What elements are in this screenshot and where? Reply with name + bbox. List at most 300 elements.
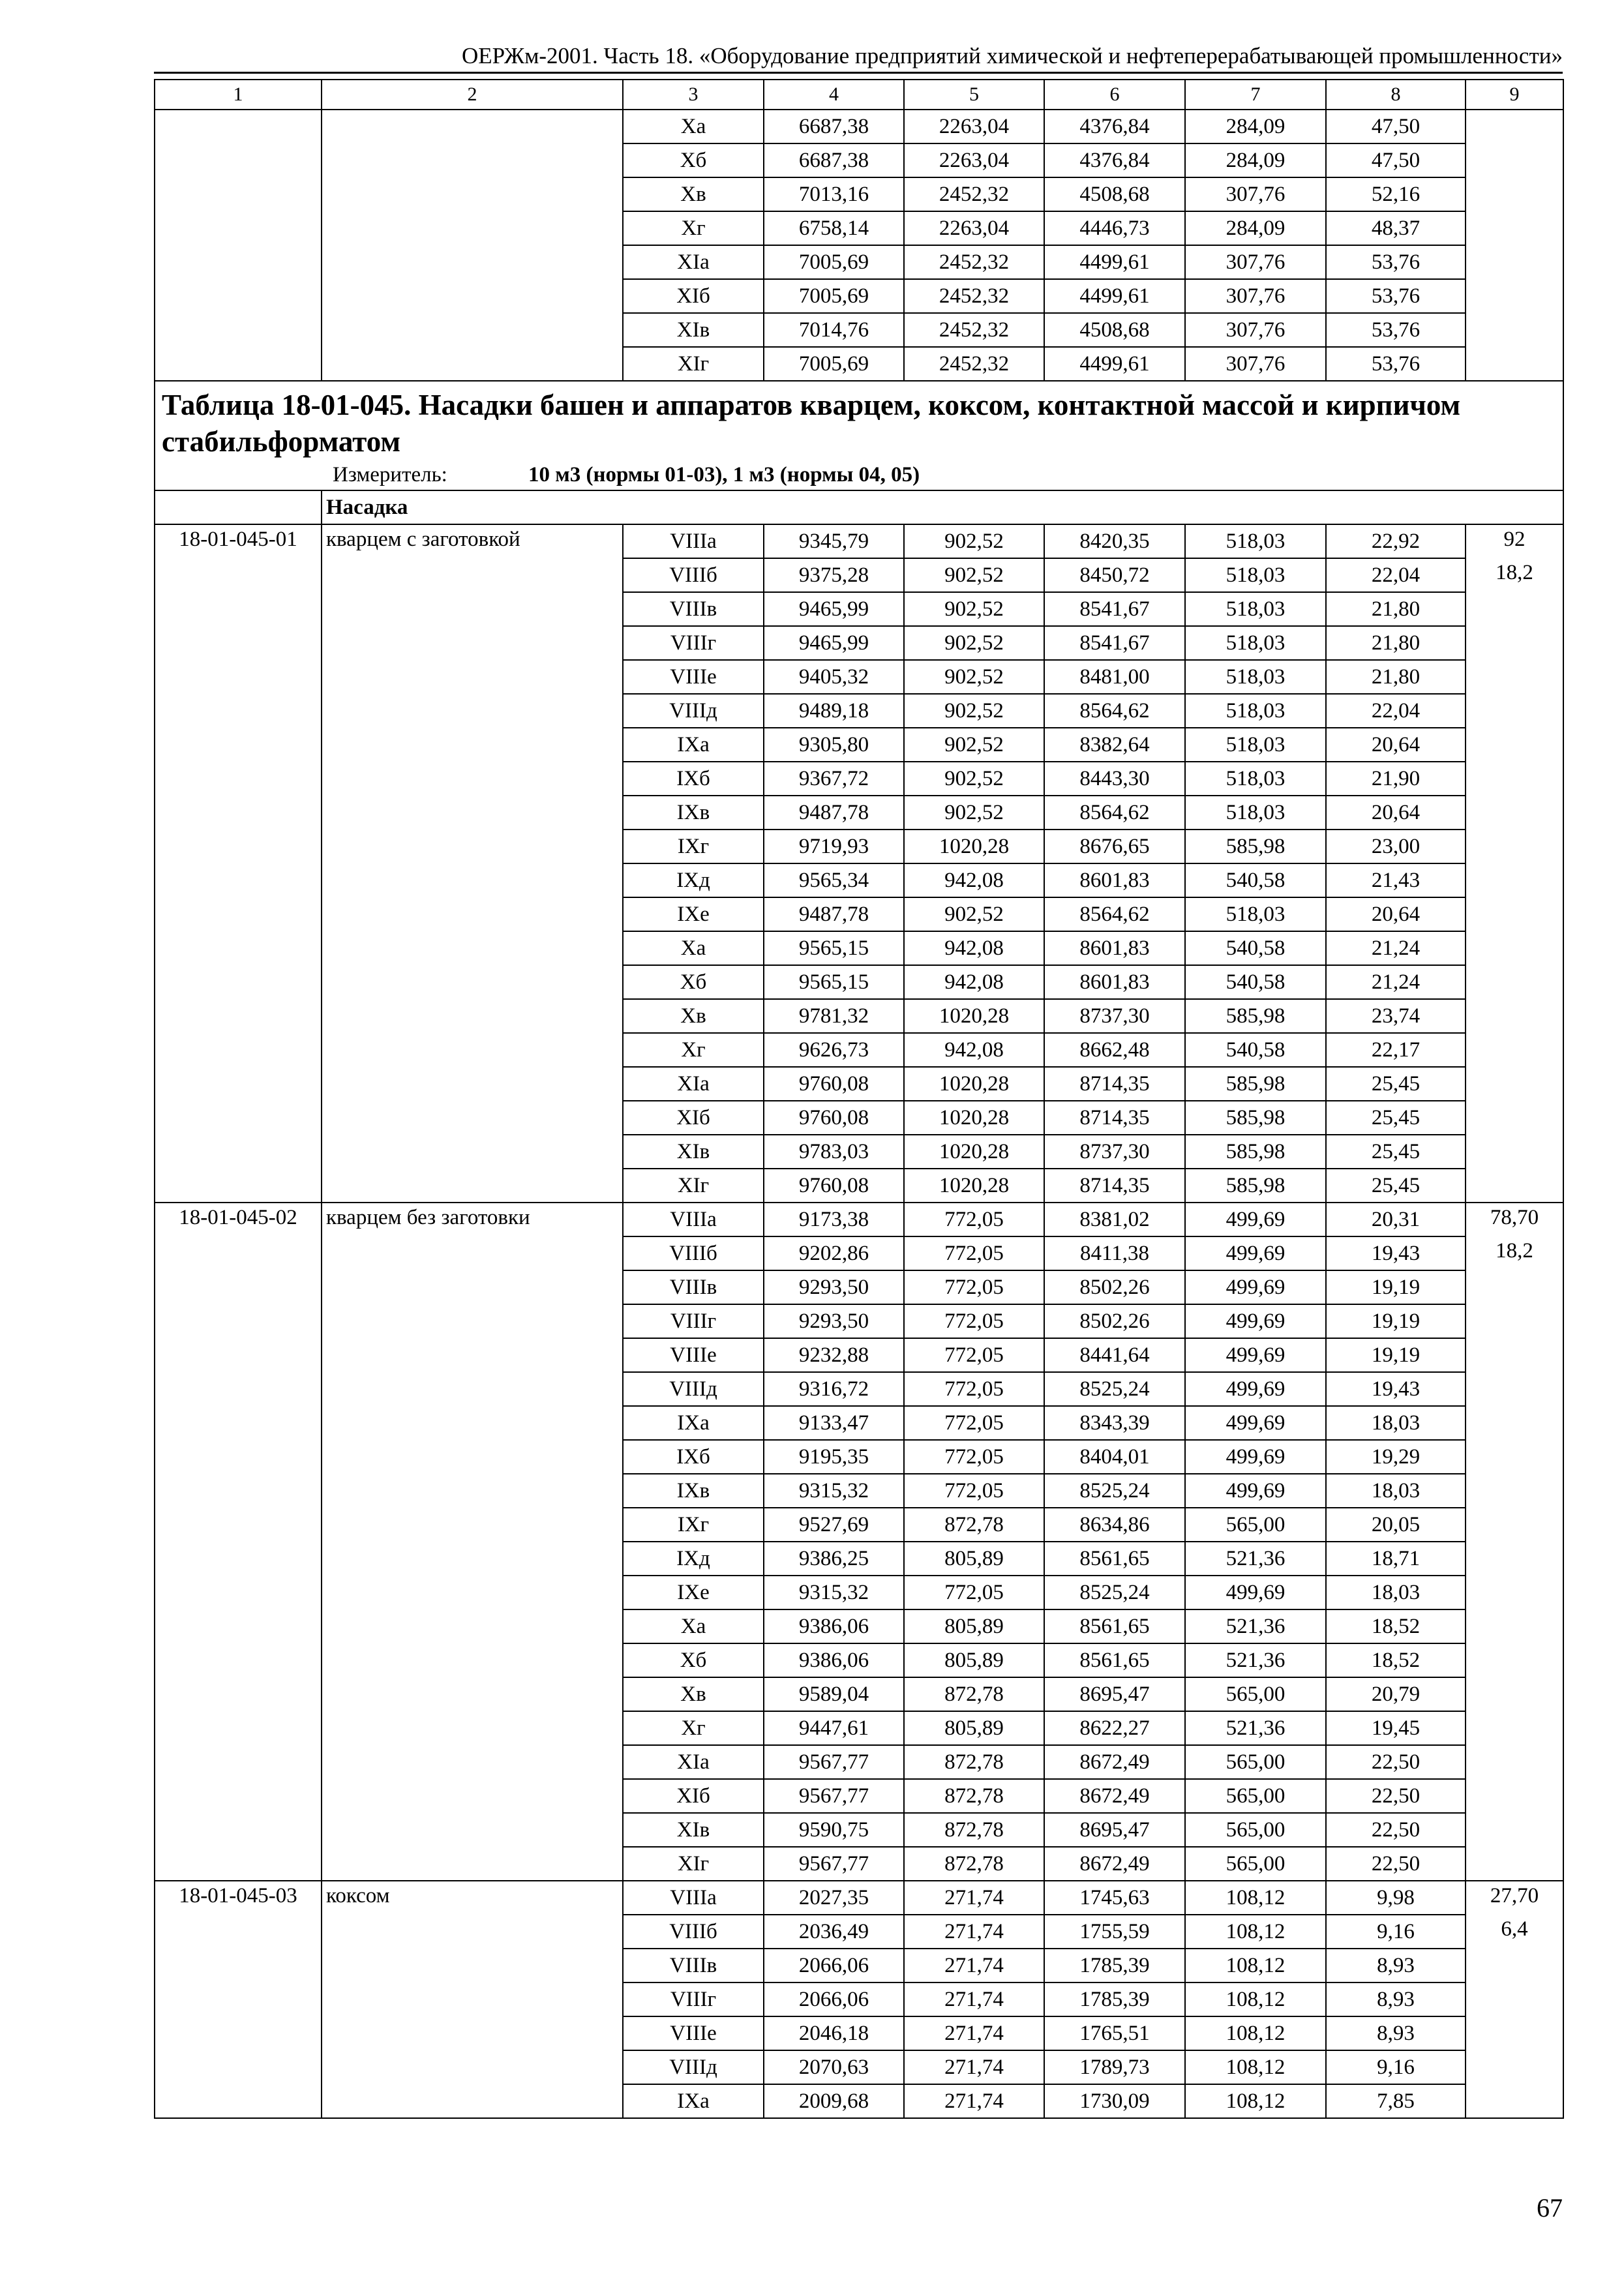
- resource-cell: [1466, 110, 1563, 143]
- resource-value: [1466, 592, 1563, 626]
- material-cost: 8502,26: [1044, 1270, 1185, 1304]
- total-cost: 9386,06: [764, 1609, 904, 1643]
- norm-name: [322, 830, 623, 863]
- machine-cost: 540,58: [1185, 1033, 1326, 1067]
- machine-cost: 499,69: [1185, 1576, 1326, 1609]
- resource-value: 27,70: [1466, 1881, 1563, 1915]
- norm-code: [155, 1474, 322, 1508]
- table-row: [155, 1067, 1563, 1101]
- machine-cost: 518,03: [1185, 694, 1326, 728]
- row-subcode: Xа: [623, 1609, 764, 1643]
- labor-hours: 53,76: [1326, 347, 1466, 381]
- total-cost: 9719,93: [764, 830, 904, 863]
- material-cost: 8525,24: [1044, 1372, 1185, 1406]
- norm-name: [322, 1440, 623, 1474]
- material-cost: 8343,39: [1044, 1406, 1185, 1440]
- norm-name: [322, 1949, 623, 1982]
- material-cost: 8561,65: [1044, 1542, 1185, 1576]
- material-cost: 8564,62: [1044, 796, 1185, 830]
- norm-name: [322, 1609, 623, 1643]
- labor-cost: 872,78: [904, 1813, 1044, 1847]
- norm-name: [322, 1270, 623, 1304]
- labor-hours: 9,16: [1326, 1915, 1466, 1949]
- row-subcode: IXв: [623, 796, 764, 830]
- norm-name: [322, 1677, 623, 1711]
- code-cell: [155, 177, 322, 211]
- resource-value: [1466, 897, 1563, 931]
- name-cell: [322, 177, 623, 211]
- machine-cost: 585,98: [1185, 999, 1326, 1033]
- row-subcode: IXе: [623, 1576, 764, 1609]
- material-cost: 1755,59: [1044, 1915, 1185, 1949]
- machine-cost: 307,76: [1185, 279, 1326, 313]
- labor-hours: 9,16: [1326, 2050, 1466, 2084]
- resource-value: [1466, 1135, 1563, 1169]
- table-row: [155, 1609, 1563, 1643]
- machine-cost: 518,03: [1185, 897, 1326, 931]
- norm-code: [155, 558, 322, 592]
- material-cost: 8541,67: [1044, 626, 1185, 660]
- table-row: [155, 1745, 1563, 1779]
- labor-cost: 805,89: [904, 1711, 1044, 1745]
- total-cost: 9589,04: [764, 1677, 904, 1711]
- row-subcode: Xв: [623, 999, 764, 1033]
- column-number: 3: [623, 80, 764, 110]
- resource-value: [1466, 1440, 1563, 1474]
- resource-value: [1466, 626, 1563, 660]
- norm-name: [322, 897, 623, 931]
- norm-name: [322, 1576, 623, 1609]
- code-cell: [155, 313, 322, 347]
- total-cost: 9626,73: [764, 1033, 904, 1067]
- labor-cost: 772,05: [904, 1406, 1044, 1440]
- labor-cost: 902,52: [904, 592, 1044, 626]
- table-row: [155, 1304, 1563, 1338]
- norm-code: [155, 1915, 322, 1949]
- row-subcode: XIг: [623, 1847, 764, 1881]
- row-subcode: VIIIе: [623, 2016, 764, 2050]
- total-cost: 9345,79: [764, 524, 904, 558]
- total-cost: 9465,99: [764, 626, 904, 660]
- table-row: [155, 177, 1563, 211]
- total-cost: 7005,69: [764, 279, 904, 313]
- norm-code: [155, 1338, 322, 1372]
- code-cell: [155, 245, 322, 279]
- norm-code: [155, 1542, 322, 1576]
- machine-cost: 540,58: [1185, 965, 1326, 999]
- norm-code: [155, 1847, 322, 1881]
- row-subcode: IXг: [623, 1508, 764, 1542]
- labor-cost: 2452,32: [904, 347, 1044, 381]
- norm-name: [322, 1542, 623, 1576]
- labor-hours: 19,19: [1326, 1338, 1466, 1372]
- norm-code: [155, 1949, 322, 1982]
- labor-hours: 25,45: [1326, 1169, 1466, 1203]
- code-cell: [155, 110, 322, 143]
- labor-cost: 2263,04: [904, 143, 1044, 177]
- table-row: [155, 762, 1563, 796]
- labor-cost: 2263,04: [904, 211, 1044, 245]
- row-subcode: IXд: [623, 863, 764, 897]
- material-cost: 8601,83: [1044, 863, 1185, 897]
- material-cost: 8450,72: [1044, 558, 1185, 592]
- table-row: [155, 1982, 1563, 2016]
- material-cost: 4508,68: [1044, 313, 1185, 347]
- labor-cost: 902,52: [904, 626, 1044, 660]
- norm-name: [322, 2050, 623, 2084]
- labor-cost: 271,74: [904, 1949, 1044, 1982]
- labor-hours: 47,50: [1326, 143, 1466, 177]
- machine-cost: 585,98: [1185, 1135, 1326, 1169]
- norm-name: [322, 1508, 623, 1542]
- table-row: [155, 1813, 1563, 1847]
- table-row: [155, 211, 1563, 245]
- labor-hours: 8,93: [1326, 1949, 1466, 1982]
- table-row: [155, 2084, 1563, 2118]
- labor-cost: 902,52: [904, 796, 1044, 830]
- labor-hours: 23,74: [1326, 999, 1466, 1033]
- resource-value: [1466, 1338, 1563, 1372]
- machine-cost: 565,00: [1185, 1745, 1326, 1779]
- resource-cell: [1466, 347, 1563, 381]
- norm-name: [322, 1033, 623, 1067]
- norm-name: [322, 1067, 623, 1101]
- row-subcode: VIIIб: [623, 1236, 764, 1270]
- material-cost: 1789,73: [1044, 2050, 1185, 2084]
- material-cost: 1785,39: [1044, 1982, 1185, 2016]
- table-row: [155, 1372, 1563, 1406]
- table-body: [155, 80, 1563, 2118]
- row-subcode: VIIIб: [623, 558, 764, 592]
- table-row: [155, 1576, 1563, 1609]
- material-cost: 8541,67: [1044, 592, 1185, 626]
- total-cost: 9567,77: [764, 1847, 904, 1881]
- norm-code: [155, 660, 322, 694]
- resource-value: 6,4: [1466, 1915, 1563, 1949]
- row-subcode: XIа: [623, 1745, 764, 1779]
- material-cost: 8381,02: [1044, 1203, 1185, 1236]
- resource-value: [1466, 1847, 1563, 1881]
- resource-value: [1466, 1474, 1563, 1508]
- labor-cost: 805,89: [904, 1643, 1044, 1677]
- row-subcode: VIIIг: [623, 1982, 764, 2016]
- norm-code: [155, 1576, 322, 1609]
- material-cost: 8737,30: [1044, 999, 1185, 1033]
- total-cost: 9565,34: [764, 863, 904, 897]
- row-subcode: VIIIв: [623, 1270, 764, 1304]
- table-row: [155, 347, 1563, 381]
- resource-value: 92: [1466, 524, 1563, 558]
- machine-cost: 284,09: [1185, 110, 1326, 143]
- labor-cost: 772,05: [904, 1372, 1044, 1406]
- material-cost: 8634,86: [1044, 1508, 1185, 1542]
- labor-cost: 942,08: [904, 965, 1044, 999]
- norm-code: [155, 931, 322, 965]
- norm-name: [322, 965, 623, 999]
- table-row: [155, 1236, 1563, 1270]
- resource-value: [1466, 1372, 1563, 1406]
- name-cell: [322, 279, 623, 313]
- labor-cost: 872,78: [904, 1677, 1044, 1711]
- norm-name: [322, 1169, 623, 1203]
- machine-cost: 518,03: [1185, 660, 1326, 694]
- row-subcode: IXа: [623, 728, 764, 762]
- total-cost: 9195,35: [764, 1440, 904, 1474]
- material-cost: 8481,00: [1044, 660, 1185, 694]
- material-cost: 8382,64: [1044, 728, 1185, 762]
- table-row: [155, 999, 1563, 1033]
- total-cost: 9447,61: [764, 1711, 904, 1745]
- total-cost: 9232,88: [764, 1338, 904, 1372]
- column-number: 5: [904, 80, 1044, 110]
- total-cost: 9565,15: [764, 931, 904, 965]
- row-subcode: Xв: [623, 177, 764, 211]
- row-subcode: Xг: [623, 211, 764, 245]
- column-number: 6: [1044, 80, 1185, 110]
- norm-name: коксом: [322, 1881, 623, 1915]
- machine-cost: 585,98: [1185, 1101, 1326, 1135]
- row-subcode: VIIIа: [623, 1881, 764, 1915]
- material-cost: 8443,30: [1044, 762, 1185, 796]
- norm-name: [322, 1474, 623, 1508]
- machine-cost: 518,03: [1185, 796, 1326, 830]
- material-cost: 4376,84: [1044, 143, 1185, 177]
- norm-code: [155, 1711, 322, 1745]
- norm-code: [155, 1270, 322, 1304]
- table-row: [155, 1440, 1563, 1474]
- labor-cost: 902,52: [904, 660, 1044, 694]
- machine-cost: 518,03: [1185, 592, 1326, 626]
- norm-code: [155, 1067, 322, 1101]
- resource-value: [1466, 1643, 1563, 1677]
- table-row: [155, 1508, 1563, 1542]
- resource-value: [1466, 2016, 1563, 2050]
- code-cell: [155, 143, 322, 177]
- table-row: [155, 1847, 1563, 1881]
- total-cost: 7005,69: [764, 245, 904, 279]
- resource-value: [1466, 694, 1563, 728]
- labor-cost: 872,78: [904, 1847, 1044, 1881]
- total-cost: 9781,32: [764, 999, 904, 1033]
- norm-code: [155, 592, 322, 626]
- labor-cost: 902,52: [904, 728, 1044, 762]
- labor-hours: 18,03: [1326, 1474, 1466, 1508]
- table-row: [155, 626, 1563, 660]
- labor-hours: 20,64: [1326, 796, 1466, 830]
- norm-name: [322, 1304, 623, 1338]
- total-cost: 7014,76: [764, 313, 904, 347]
- norm-code: [155, 1982, 322, 2016]
- labor-hours: 22,50: [1326, 1745, 1466, 1779]
- norm-code: 18-01-045-03: [155, 1881, 322, 1915]
- labor-hours: 21,24: [1326, 965, 1466, 999]
- resource-value: [1466, 863, 1563, 897]
- row-subcode: XIв: [623, 1135, 764, 1169]
- labor-hours: 21,90: [1326, 762, 1466, 796]
- machine-cost: 565,00: [1185, 1847, 1326, 1881]
- material-cost: 8601,83: [1044, 931, 1185, 965]
- norm-code: [155, 694, 322, 728]
- table-row: [155, 1406, 1563, 1440]
- material-cost: 8561,65: [1044, 1609, 1185, 1643]
- material-cost: 8601,83: [1044, 965, 1185, 999]
- norm-name: [322, 863, 623, 897]
- table-title-row: [155, 381, 1563, 460]
- labor-hours: 22,50: [1326, 1779, 1466, 1813]
- column-number: 7: [1185, 80, 1326, 110]
- material-cost: 8672,49: [1044, 1847, 1185, 1881]
- labor-hours: 53,76: [1326, 313, 1466, 347]
- labor-hours: 19,29: [1326, 1440, 1466, 1474]
- norm-code: [155, 626, 322, 660]
- material-cost: 8525,24: [1044, 1474, 1185, 1508]
- labor-hours: 23,00: [1326, 830, 1466, 863]
- norm-name: [322, 1236, 623, 1270]
- labor-cost: 2452,32: [904, 279, 1044, 313]
- row-subcode: VIIIг: [623, 1304, 764, 1338]
- norm-code: [155, 2084, 322, 2118]
- norm-code: [155, 2050, 322, 2084]
- labor-hours: 8,93: [1326, 2016, 1466, 2050]
- row-subcode: VIIIг: [623, 626, 764, 660]
- machine-cost: 108,12: [1185, 1949, 1326, 1982]
- total-cost: 9375,28: [764, 558, 904, 592]
- material-cost: 4499,61: [1044, 347, 1185, 381]
- labor-cost: 1020,28: [904, 1135, 1044, 1169]
- norm-name: [322, 728, 623, 762]
- norm-name: [322, 1915, 623, 1949]
- norms-table: [154, 79, 1564, 2119]
- total-cost: 9567,77: [764, 1779, 904, 1813]
- labor-hours: 19,43: [1326, 1372, 1466, 1406]
- row-subcode: XIв: [623, 1813, 764, 1847]
- table-row: [155, 1542, 1563, 1576]
- table-row: [155, 1338, 1563, 1372]
- norm-name: [322, 1711, 623, 1745]
- machine-cost: 521,36: [1185, 1711, 1326, 1745]
- table-row: [155, 110, 1563, 143]
- row-subcode: VIIIе: [623, 1338, 764, 1372]
- labor-hours: 21,43: [1326, 863, 1466, 897]
- norm-name: [322, 694, 623, 728]
- norm-code: [155, 1609, 322, 1643]
- norm-name: [322, 1406, 623, 1440]
- machine-cost: 499,69: [1185, 1440, 1326, 1474]
- total-cost: 2070,63: [764, 2050, 904, 2084]
- row-subcode: VIIIв: [623, 592, 764, 626]
- total-cost: 9565,15: [764, 965, 904, 999]
- labor-hours: 19,19: [1326, 1304, 1466, 1338]
- labor-cost: 805,89: [904, 1609, 1044, 1643]
- labor-cost: 805,89: [904, 1542, 1044, 1576]
- resource-value: 18,2: [1466, 1236, 1563, 1270]
- row-subcode: IXб: [623, 762, 764, 796]
- table-row: [155, 1779, 1563, 1813]
- row-subcode: Xб: [623, 965, 764, 999]
- resource-cell: [1466, 279, 1563, 313]
- table-row: [155, 592, 1563, 626]
- table-row: [155, 1711, 1563, 1745]
- code-cell: [155, 279, 322, 313]
- table-row: [155, 694, 1563, 728]
- norm-code: [155, 1779, 322, 1813]
- column-number: 2: [322, 80, 623, 110]
- section-title: Насадка: [322, 490, 1563, 524]
- machine-cost: 585,98: [1185, 830, 1326, 863]
- material-cost: 4499,61: [1044, 245, 1185, 279]
- column-number: 9: [1466, 80, 1563, 110]
- column-number: 4: [764, 80, 904, 110]
- norm-code: [155, 1508, 322, 1542]
- measure-label: Измеритель:: [333, 463, 447, 486]
- labor-hours: 20,05: [1326, 1508, 1466, 1542]
- resource-value: [1466, 1813, 1563, 1847]
- material-cost: 8561,65: [1044, 1643, 1185, 1677]
- table-row: [155, 1270, 1563, 1304]
- row-subcode: XIа: [623, 1067, 764, 1101]
- material-cost: 8714,35: [1044, 1067, 1185, 1101]
- row-subcode: Xг: [623, 1711, 764, 1745]
- total-cost: 9527,69: [764, 1508, 904, 1542]
- norm-name: кварцем без заготовки: [322, 1203, 623, 1236]
- resource-value: [1466, 1542, 1563, 1576]
- material-cost: 8672,49: [1044, 1779, 1185, 1813]
- labor-cost: 772,05: [904, 1338, 1044, 1372]
- table-row: [155, 1643, 1563, 1677]
- labor-hours: 18,03: [1326, 1406, 1466, 1440]
- labor-cost: 902,52: [904, 897, 1044, 931]
- norm-name: [322, 2084, 623, 2118]
- labor-hours: 21,80: [1326, 626, 1466, 660]
- column-number: 1: [155, 80, 322, 110]
- row-subcode: VIIIа: [623, 1203, 764, 1236]
- machine-cost: 108,12: [1185, 1881, 1326, 1915]
- labor-cost: 902,52: [904, 524, 1044, 558]
- row-subcode: Xг: [623, 1033, 764, 1067]
- labor-hours: 21,24: [1326, 931, 1466, 965]
- material-cost: 8695,47: [1044, 1813, 1185, 1847]
- material-cost: 8502,26: [1044, 1304, 1185, 1338]
- column-number-row: [155, 80, 1563, 110]
- total-cost: 9405,32: [764, 660, 904, 694]
- labor-cost: 942,08: [904, 863, 1044, 897]
- machine-cost: 307,76: [1185, 245, 1326, 279]
- resource-value: [1466, 931, 1563, 965]
- total-cost: 6687,38: [764, 110, 904, 143]
- table-row: [155, 728, 1563, 762]
- norm-code: [155, 1169, 322, 1203]
- machine-cost: 499,69: [1185, 1406, 1326, 1440]
- resource-value: [1466, 1609, 1563, 1643]
- machine-cost: 499,69: [1185, 1304, 1326, 1338]
- labor-hours: 22,92: [1326, 524, 1466, 558]
- resource-value: [1466, 1033, 1563, 1067]
- machine-cost: 565,00: [1185, 1779, 1326, 1813]
- norm-code: [155, 796, 322, 830]
- norm-name: [322, 1135, 623, 1169]
- total-cost: 2009,68: [764, 2084, 904, 2118]
- resource-value: [1466, 1067, 1563, 1101]
- material-cost: 1765,51: [1044, 2016, 1185, 2050]
- row-subcode: VIIIд: [623, 2050, 764, 2084]
- labor-cost: 942,08: [904, 931, 1044, 965]
- row-subcode: XIб: [623, 1779, 764, 1813]
- norm-name: [322, 660, 623, 694]
- row-subcode: IXб: [623, 1440, 764, 1474]
- resource-value: [1466, 1576, 1563, 1609]
- machine-cost: 307,76: [1185, 177, 1326, 211]
- total-cost: 2027,35: [764, 1881, 904, 1915]
